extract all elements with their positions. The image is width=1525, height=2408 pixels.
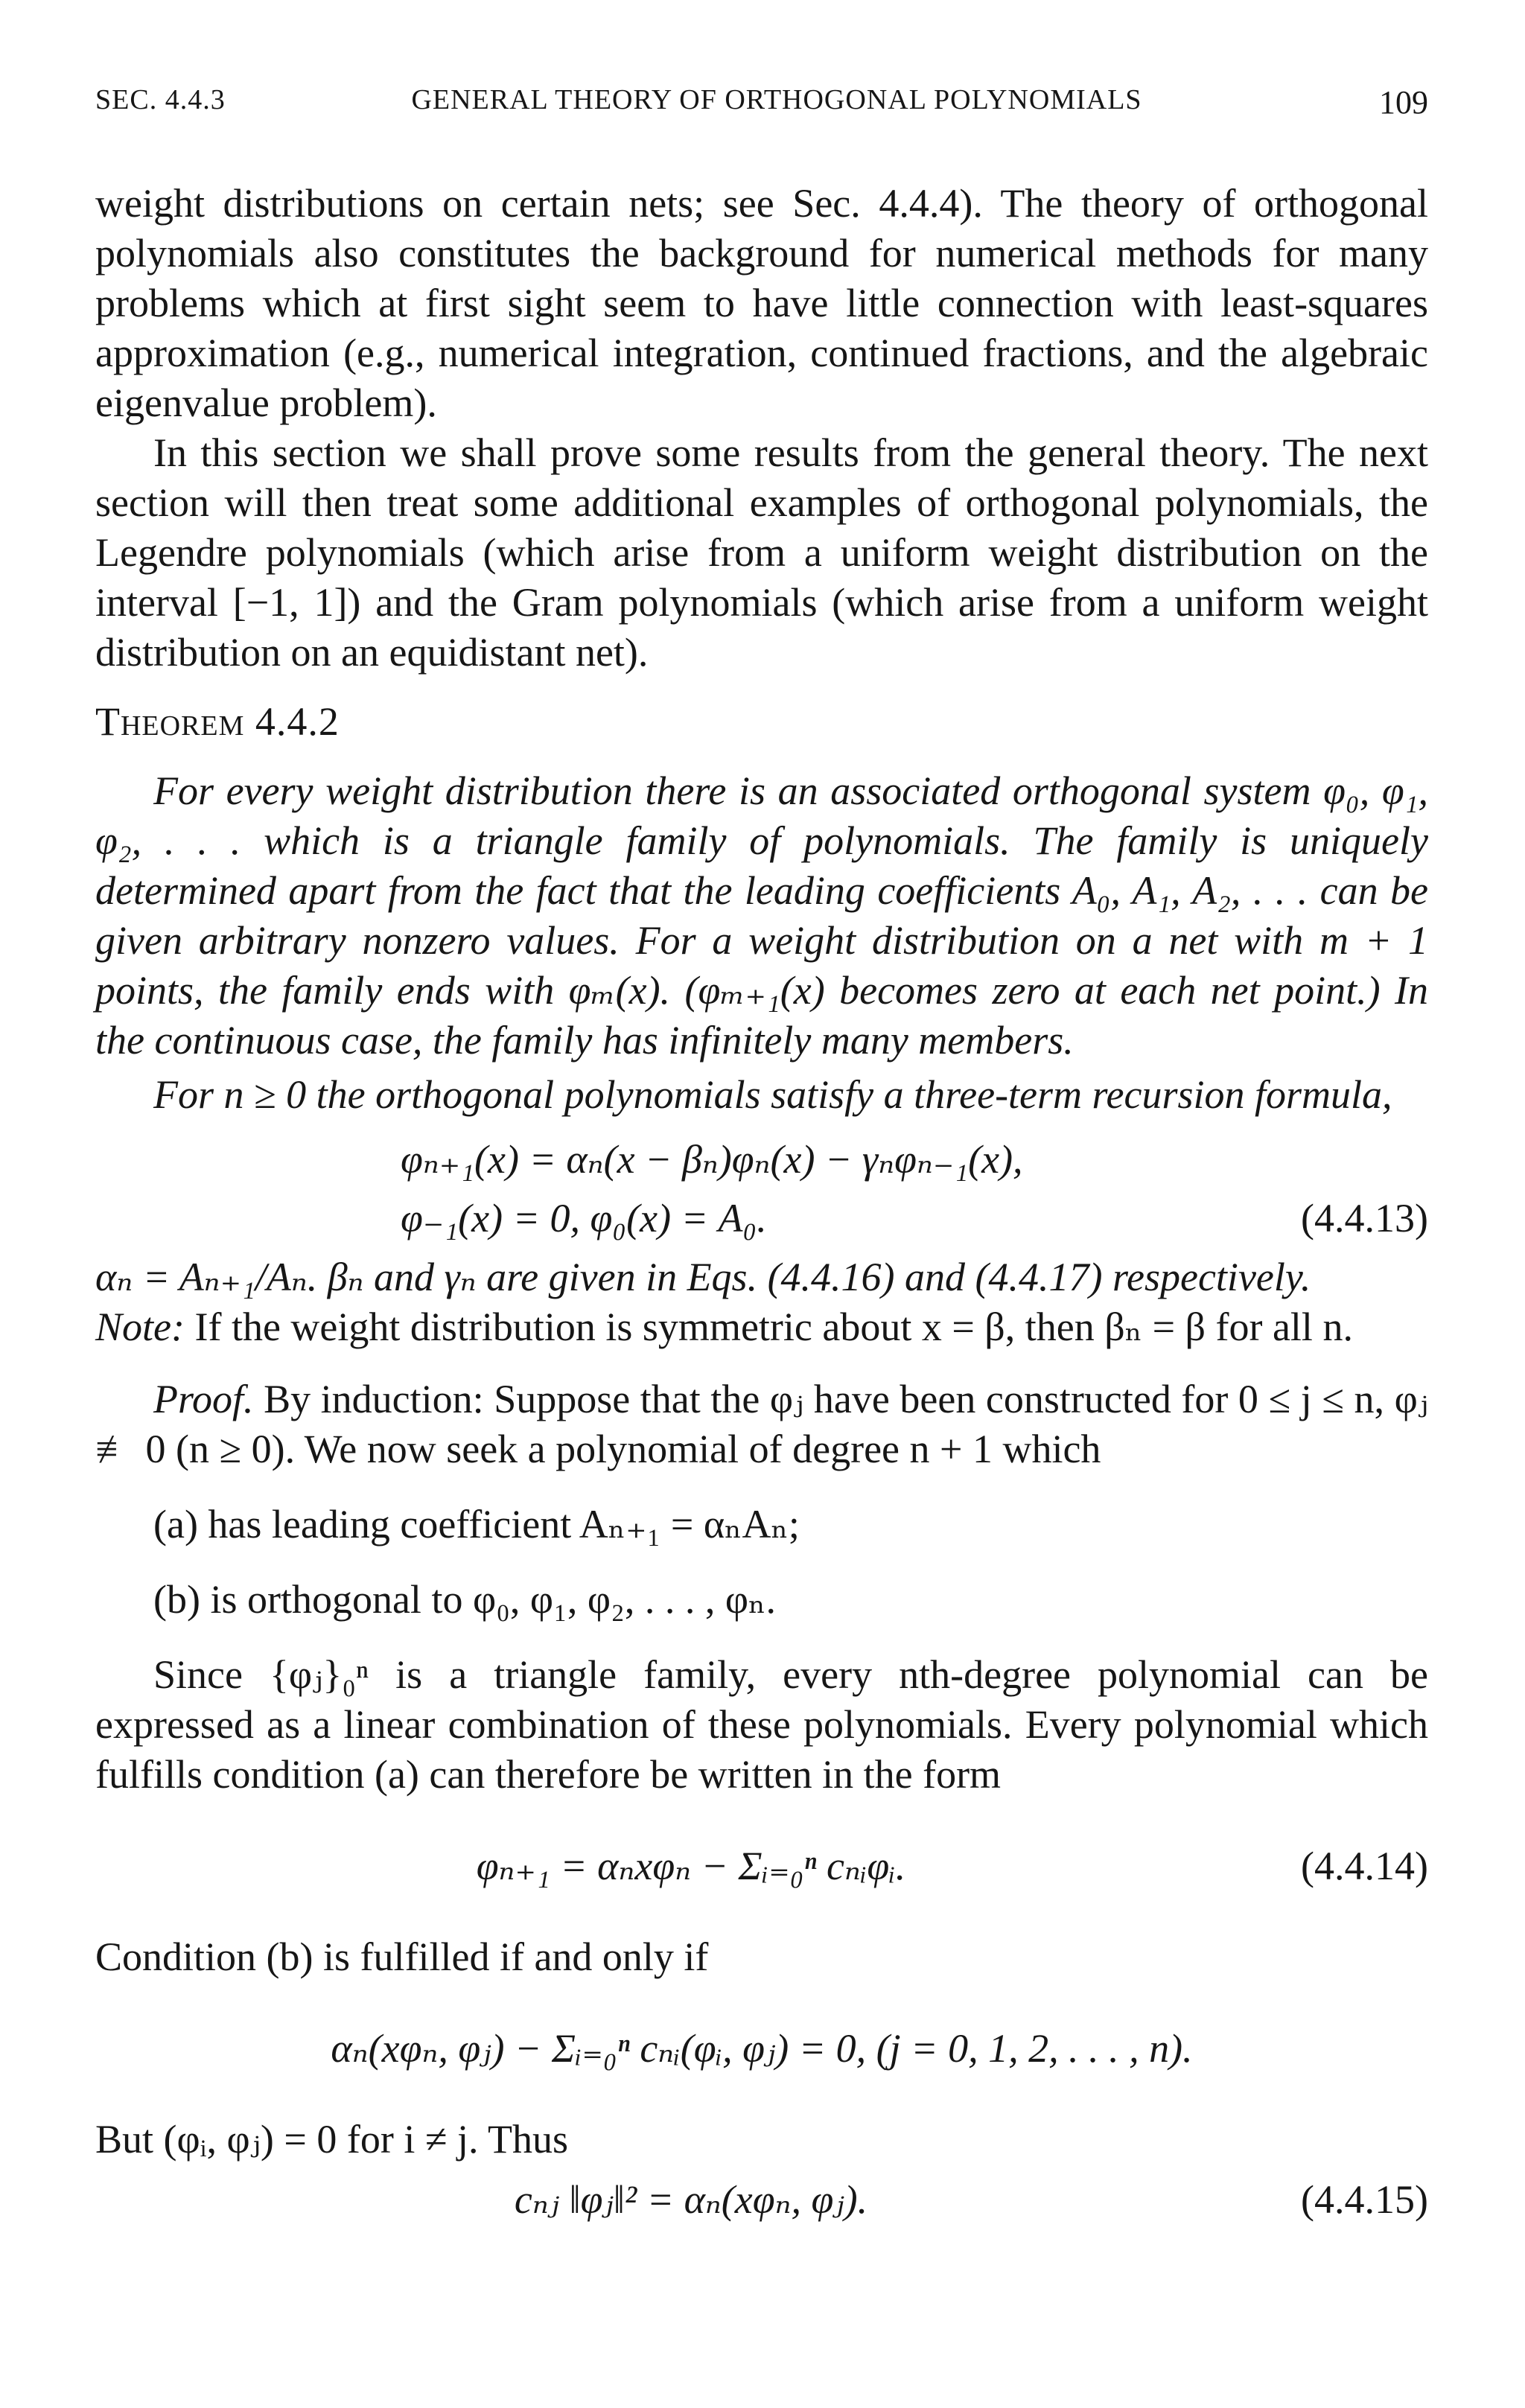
equation-number: (4.4.13) <box>1301 1196 1428 1240</box>
theorem-statement: For n ≥ 0 the orthogonal polynomials satisfy a three-term recursion formula, <box>153 1072 1392 1117</box>
running-header <box>95 83 1428 128</box>
note-paragraph <box>95 1302 1428 1352</box>
proof-paragraph <box>95 1375 1428 1474</box>
paragraph: weight distributions on certain nets; see Sec. 4.4.4). The theory of orthogonal polynomials also constitutes the background for numerical methods for many problems which at first sight seem to have little connection with least-squares approximation (e.g., numerical integration, continued fractions, and the algebraic eigenvalue problem). <box>95 181 1428 425</box>
paragraph: In this section we shall prove some results from the general theory. The next section will then treat some additional examples of orthogonal polynomials, the Legendre polynomials (which arise from a uniform weight distribution on the interval [−1, 1]) and the Gram polynomials (which arise from a uniform weight distribution on an equidistant net). <box>95 430 1428 675</box>
page-number: 109 <box>1379 84 1428 121</box>
proof-label: Proof. <box>153 1377 254 1421</box>
equation-number: (4.4.14) <box>1301 1843 1428 1888</box>
equation-line: cₙⱼ ‖φⱼ‖² = αₙ(xφₙ, φⱼ). <box>514 2177 868 2222</box>
paragraph: Condition (b) is fulfilled if and only if <box>95 1934 709 1979</box>
page-body <box>95 179 1428 2234</box>
equation-line: φₙ₊₁(x) = αₙ(x − βₙ)φₙ(x) − γₙφₙ₋₁(x), <box>401 1137 1023 1182</box>
equation-4-4-13 <box>95 1135 1428 1243</box>
section-number: SEC. 4.4.3 <box>95 84 226 115</box>
theorem-heading: Theorem 4.4.2 <box>95 699 340 744</box>
equation-line: αₙ(xφₙ, φⱼ) − Σᵢ₌₀ⁿ cₙᵢ(φᵢ, φⱼ) = 0, (j = 0, 1, 2, . . . , n). <box>331 2025 1193 2071</box>
theorem-statement: For every weight distribution there is an associated orthogonal system φ₀, φ₁, φ₂, . . . which is a triangle family of polynomials. The family is uniquely determined apart from the fact that the leading coefficients A₀, A₁, A₂, . . . can be given arbitrary nonzero values. For a weight distribution on a net with m + 1 points, the family ends with φₘ(x). (φₘ₊₁(x) becomes zero at each net point.) In the continuous case, the family has infinitely many members. <box>95 768 1428 1063</box>
paragraph: Since {φⱼ}₀ⁿ is a triangle family, every nth-degree polynomial can be expressed as a linear combination of these polynomials. Every polynomial which fulfills condition (a) can therefore be written in the form <box>95 1652 1428 1797</box>
running-title: GENERAL THEORY OF ORTHOGONAL POLYNOMIALS <box>411 84 1142 115</box>
equation-line: φₙ₊₁ = αₙxφₙ − Σᵢ₌₀ⁿ cₙᵢφᵢ. <box>476 1843 906 1888</box>
equation-line: φ₋₁(x) = 0, φ₀(x) = A₀. <box>401 1196 767 1240</box>
condition-a: (a) has leading coefficient Aₙ₊₁ = αₙAₙ; <box>153 1502 800 1547</box>
note-text: If the weight distribution is symmetric about x = β, then βₙ = β for all n. <box>194 1305 1353 1349</box>
equation-4-4-14 <box>95 1832 1428 1899</box>
equation-number: (4.4.15) <box>1301 2177 1428 2222</box>
theorem-statement: αₙ = Aₙ₊₁/Aₙ. βₙ and γₙ are given in Eqs. (4.4.16) and (4.4.17) respectively. <box>95 1255 1311 1299</box>
orthogonality-condition <box>95 2015 1428 2082</box>
equation-4-4-15 <box>95 2175 1428 2225</box>
condition-b: (b) is orthogonal to φ₀, φ₁, φ₂, . . . , φₙ. <box>153 1577 776 1622</box>
note-label: Note: <box>95 1305 185 1349</box>
proof-text: By induction: Suppose that the φⱼ have been constructed for 0 ≤ j ≤ n, φⱼ ≢ 0 (n ≥ 0). We now seek a polynomial of degree n + 1 which <box>95 1377 1428 1471</box>
paragraph: But (φᵢ, φⱼ) = 0 for i ≠ j. Thus <box>95 2117 569 2162</box>
